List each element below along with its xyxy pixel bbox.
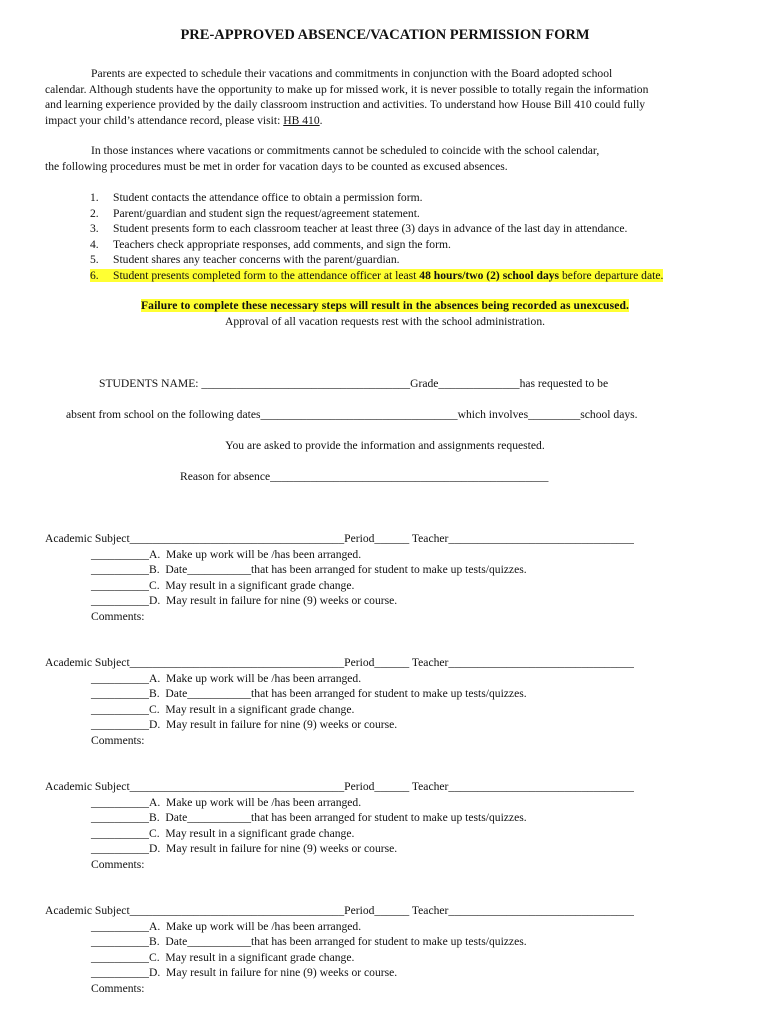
step-item-highlighted: 6. Student presents completed form to the attendance officer at least 48 hours/two (2) school days before departure date. — [90, 268, 664, 282]
subject-block — [45, 655, 634, 749]
option-b[interactable]: __________B. Date___________that has been arranged for student to make up tests/quizzes. — [91, 687, 527, 701]
approval-note: Approval of all vacation requests rest with the school administration. — [224, 315, 546, 328]
step-item: 2. Parent/guardian and student sign the request/agreement statement. — [90, 206, 420, 220]
step-item: 1. Student contacts the attendance office to obtain a permission form. — [90, 191, 423, 204]
procedures-line: the following procedures must be met in order for vacation days to be counted as excused absences. — [45, 159, 508, 173]
option-a[interactable]: __________A. Make up work will be /has been arranged. — [91, 795, 362, 809]
subject-block — [45, 779, 634, 873]
option-d[interactable]: __________D. May result in failure for nine (9) weeks or course. — [91, 842, 398, 856]
option-c[interactable]: __________C. May result in a significant grade change. — [91, 702, 355, 716]
subject-header[interactable]: Academic Subject_____________________________________Period______ Teacher________________________________ — [45, 904, 634, 917]
option-a[interactable]: __________A. Make up work will be /has been arranged. — [91, 919, 362, 933]
intro-line-text: impact your child’s attendance record, please visit: — [45, 113, 284, 127]
student-name-line[interactable]: STUDENTS NAME: ____________________________________Grade______________has requested to be — [99, 377, 609, 390]
comments-label: Comments: — [91, 733, 145, 747]
subject-header[interactable]: Academic Subject_____________________________________Period______ Teacher________________________________ — [45, 656, 634, 669]
option-d[interactable]: __________D. May result in failure for nine (9) weeks or course. — [91, 966, 398, 980]
option-d[interactable]: __________D. May result in failure for nine (9) weeks or course. — [91, 594, 398, 608]
procedures-paragraph — [45, 143, 715, 174]
option-c[interactable]: __________C. May result in a significant grade change. — [91, 950, 355, 964]
option-b[interactable]: __________B. Date___________that has been arranged for student to make up tests/quizzes. — [91, 811, 527, 825]
intro-paragraph — [45, 66, 715, 128]
step-item: 4. Teachers check appropriate responses, add comments, and sign the form. — [90, 237, 451, 251]
step-item: 5. Student shares any teacher concerns with the parent/guardian. — [90, 253, 400, 267]
option-c[interactable]: __________C. May result in a significant grade change. — [91, 578, 355, 592]
period: . — [319, 113, 323, 127]
option-a[interactable]: __________A. Make up work will be /has been arranged. — [91, 671, 362, 685]
option-b[interactable]: __________B. Date___________that has been arranged for student to make up tests/quizzes. — [91, 935, 527, 949]
comments-label: Comments: — [91, 857, 145, 871]
option-c[interactable]: __________C. May result in a significant grade change. — [91, 826, 355, 840]
subject-block — [45, 531, 634, 625]
hb410-link[interactable]: HB 410 — [283, 113, 320, 127]
intro-line: and learning experience provided by the daily classroom instruction and activities. To understand how House Bill 410 could fully — [45, 98, 646, 112]
intro-line: Parents are expected to schedule their vacations and commitments in conjunction with the Board adopted school — [91, 67, 613, 80]
option-b[interactable]: __________B. Date___________that has been arranged for student to make up tests/quizzes. — [91, 563, 527, 577]
reason-line[interactable]: Reason for absence________________________________________________ — [180, 470, 549, 483]
unexcused-warning: Failure to complete these necessary steps will result in the absences being recorded as unexcused. — [140, 299, 629, 312]
intro-line — [45, 113, 715, 129]
option-a[interactable]: __________A. Make up work will be /has been arranged. — [91, 547, 362, 561]
procedure-steps — [90, 190, 663, 284]
comments-label: Comments: — [91, 981, 145, 995]
step-item: 3. Student presents form to each classroom teacher at least three (3) days in advance of the last day in attendance. — [90, 222, 628, 236]
absence-dates-line[interactable]: absent from school on the following dates__________________________________which involves_________school days. — [66, 408, 638, 421]
form-title: PRE-APPROVED ABSENCE/VACATION PERMISSION FORM — [180, 27, 590, 43]
subject-block — [45, 903, 634, 997]
instructions-line: You are asked to provide the information and assignments requested. — [225, 439, 545, 452]
option-d[interactable]: __________D. May result in failure for nine (9) weeks or course. — [91, 718, 398, 732]
subject-header[interactable]: Academic Subject_____________________________________Period______ Teacher________________________________ — [45, 780, 634, 793]
subject-header[interactable]: Academic Subject_____________________________________Period______ Teacher________________________________ — [45, 532, 634, 545]
comments-label: Comments: — [91, 609, 145, 623]
procedures-line: In those instances where vacations or commitments cannot be scheduled to coincide with the school calendar, — [91, 144, 600, 157]
intro-line: calendar. Although students have the opportunity to make up for missed work, it is never possible to totally regain the information — [45, 82, 649, 96]
